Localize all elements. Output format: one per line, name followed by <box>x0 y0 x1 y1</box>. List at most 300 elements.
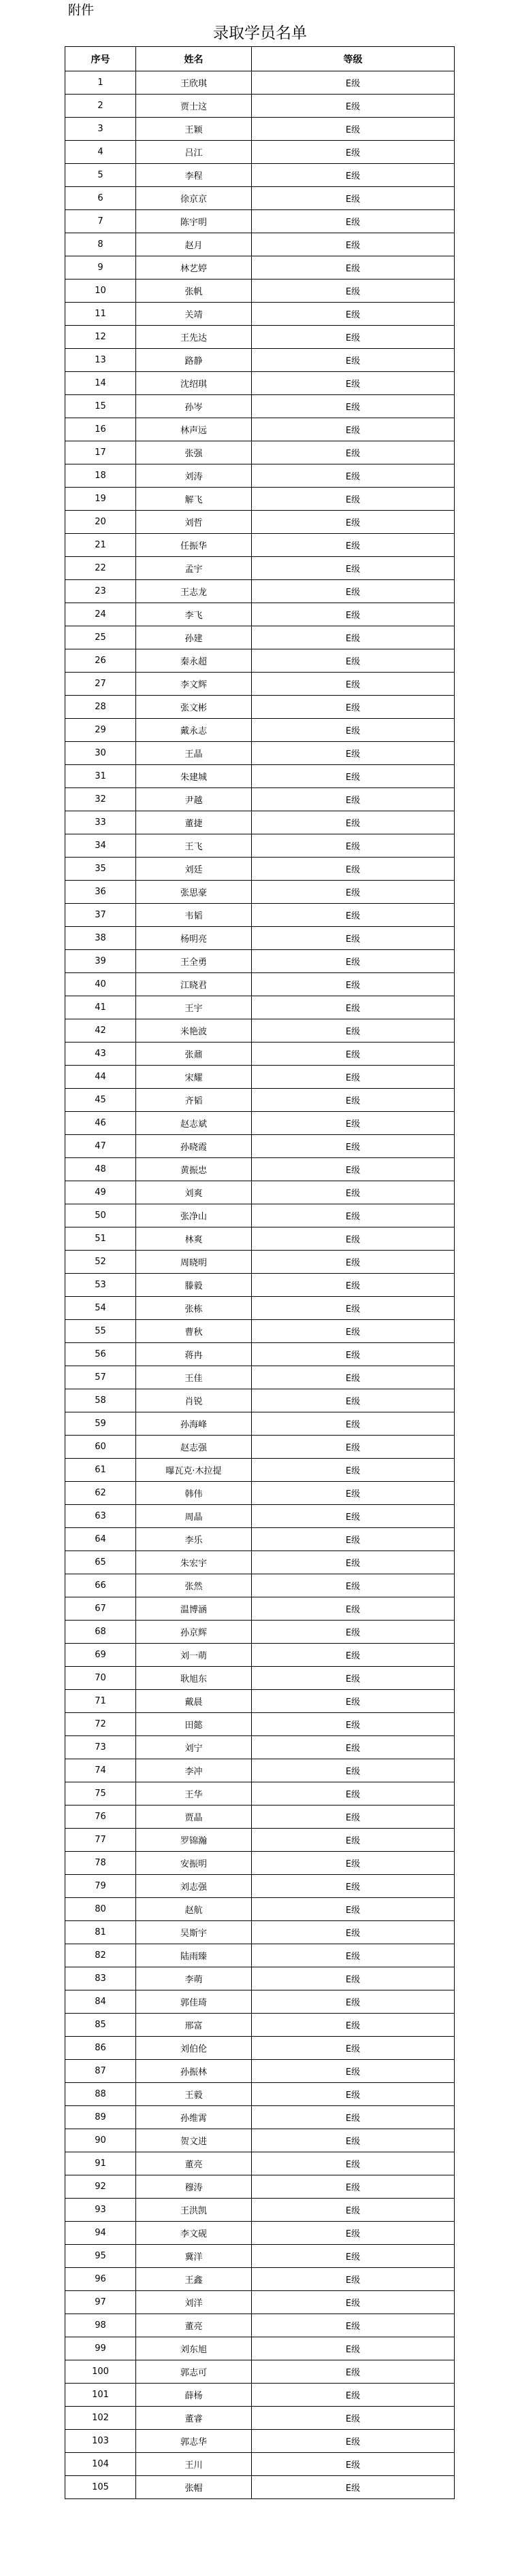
table-row <box>65 233 455 256</box>
table-row <box>65 2152 455 2175</box>
row-index-cell: 51 <box>65 1227 136 1251</box>
row-level-cell: E级 <box>252 2083 455 2106</box>
row-level-cell: E级 <box>252 256 455 279</box>
row-level-cell: E级 <box>252 2453 455 2476</box>
row-index-cell: 77 <box>65 1829 136 1852</box>
row-name-cell: 刘志强 <box>136 1875 252 1898</box>
column-header-level: 等级 <box>252 47 455 71</box>
row-level-cell: E级 <box>252 1366 455 1389</box>
row-name-cell: 王华 <box>136 1782 252 1806</box>
row-name-cell: 孙海峰 <box>136 1412 252 1436</box>
row-index-cell: 24 <box>65 603 136 626</box>
table-row <box>65 1898 455 1921</box>
row-index-cell: 34 <box>65 834 136 858</box>
row-index-cell: 46 <box>65 1112 136 1135</box>
row-index-cell: 56 <box>65 1343 136 1366</box>
row-index-cell: 4 <box>65 141 136 164</box>
row-level-cell: E级 <box>252 233 455 256</box>
row-level-cell: E级 <box>252 2060 455 2083</box>
table-row <box>65 1690 455 1713</box>
table-row <box>65 973 455 996</box>
table-row <box>65 1597 455 1621</box>
row-index-cell: 10 <box>65 279 136 303</box>
row-name-cell: 徐京京 <box>136 187 252 210</box>
row-level-cell: E级 <box>252 2199 455 2222</box>
table-row <box>65 1644 455 1667</box>
row-name-cell: 张帽 <box>136 2476 252 2499</box>
table-row <box>65 1875 455 1898</box>
row-name-cell: 韩伟 <box>136 1482 252 1505</box>
table-row <box>65 95 455 118</box>
row-level-cell: E级 <box>252 1898 455 1921</box>
row-index-cell: 53 <box>65 1274 136 1297</box>
row-level-cell: E级 <box>252 2360 455 2384</box>
row-name-cell: 董捷 <box>136 811 252 834</box>
table-row <box>65 1297 455 1320</box>
row-level-cell: E级 <box>252 2222 455 2245</box>
row-level-cell: E级 <box>252 788 455 811</box>
row-level-cell: E级 <box>252 973 455 996</box>
row-level-cell: E级 <box>252 164 455 187</box>
row-name-cell: 郭志可 <box>136 2360 252 2384</box>
row-name-cell: 王先达 <box>136 326 252 349</box>
row-level-cell: E级 <box>252 187 455 210</box>
row-level-cell: E级 <box>252 1043 455 1066</box>
table-row <box>65 788 455 811</box>
page-title: 录取学员名单 <box>213 24 307 42</box>
row-level-cell: E级 <box>252 2106 455 2129</box>
row-index-cell: 104 <box>65 2453 136 2476</box>
row-level-cell: E级 <box>252 580 455 603</box>
row-name-cell: 周晶 <box>136 1505 252 1528</box>
row-index-cell: 84 <box>65 1990 136 2014</box>
table-row <box>65 1482 455 1505</box>
row-name-cell: 王颖 <box>136 118 252 141</box>
row-level-cell: E级 <box>252 2476 455 2499</box>
table-row <box>65 1066 455 1089</box>
row-level-cell: E级 <box>252 1967 455 1990</box>
row-index-cell: 96 <box>65 2268 136 2291</box>
row-level-cell: E级 <box>252 1505 455 1528</box>
row-level-cell: E级 <box>252 372 455 395</box>
row-level-cell: E级 <box>252 1528 455 1551</box>
row-level-cell: E级 <box>252 1852 455 1875</box>
row-name-cell: 刘哲 <box>136 511 252 534</box>
row-index-cell: 71 <box>65 1690 136 1713</box>
row-index-cell: 99 <box>65 2337 136 2360</box>
row-index-cell: 75 <box>65 1782 136 1806</box>
row-level-cell: E级 <box>252 488 455 511</box>
row-index-cell: 98 <box>65 2314 136 2337</box>
row-name-cell: 李飞 <box>136 603 252 626</box>
column-header-name: 姓名 <box>136 47 252 71</box>
row-level-cell: E级 <box>252 534 455 557</box>
row-name-cell: 孙京辉 <box>136 1621 252 1644</box>
row-level-cell: E级 <box>252 1806 455 1829</box>
row-level-cell: E级 <box>252 71 455 95</box>
row-index-cell: 94 <box>65 2222 136 2245</box>
row-name-cell: 杨明亮 <box>136 927 252 950</box>
row-index-cell: 48 <box>65 1158 136 1181</box>
row-name-cell: 江晓君 <box>136 973 252 996</box>
row-name-cell: 田懿 <box>136 1713 252 1736</box>
table-row <box>65 1158 455 1181</box>
table-row <box>65 2407 455 2430</box>
row-index-cell: 11 <box>65 303 136 326</box>
row-name-cell: 林艺婷 <box>136 256 252 279</box>
row-index-cell: 2 <box>65 95 136 118</box>
roster-table <box>65 46 455 2499</box>
row-index-cell: 88 <box>65 2083 136 2106</box>
row-name-cell: 王全勇 <box>136 950 252 973</box>
row-name-cell: 王宇 <box>136 996 252 1019</box>
table-row <box>65 996 455 1019</box>
row-name-cell: 王志龙 <box>136 580 252 603</box>
row-level-cell: E级 <box>252 2175 455 2199</box>
row-name-cell: 罗锦瀚 <box>136 1829 252 1852</box>
table-row <box>65 210 455 233</box>
row-index-cell: 50 <box>65 1204 136 1227</box>
table-row <box>65 2083 455 2106</box>
row-index-cell: 74 <box>65 1759 136 1782</box>
table-row <box>65 1829 455 1852</box>
row-level-cell: E级 <box>252 1574 455 1597</box>
row-level-cell: E级 <box>252 1019 455 1043</box>
table-row <box>65 2222 455 2245</box>
row-name-cell: 穆涛 <box>136 2175 252 2199</box>
row-index-cell: 36 <box>65 881 136 904</box>
row-name-cell: 安振明 <box>136 1852 252 1875</box>
table-row <box>65 1459 455 1482</box>
row-index-cell: 14 <box>65 372 136 395</box>
row-level-cell: E级 <box>252 1204 455 1227</box>
row-name-cell: 李文砚 <box>136 2222 252 2245</box>
row-name-cell: 张然 <box>136 1574 252 1597</box>
row-index-cell: 28 <box>65 696 136 719</box>
row-index-cell: 73 <box>65 1736 136 1759</box>
row-level-cell: E级 <box>252 1436 455 1459</box>
row-name-cell: 李乐 <box>136 1528 252 1551</box>
row-name-cell: 王晶 <box>136 742 252 765</box>
row-name-cell: 邢富 <box>136 2014 252 2037</box>
table-row <box>65 1274 455 1297</box>
table-row <box>65 1944 455 1967</box>
row-level-cell: E级 <box>252 811 455 834</box>
row-index-cell: 83 <box>65 1967 136 1990</box>
row-index-cell: 15 <box>65 395 136 418</box>
table-row <box>65 1043 455 1066</box>
row-level-cell: E级 <box>252 626 455 649</box>
row-name-cell: 刘廷 <box>136 858 252 881</box>
row-index-cell: 3 <box>65 118 136 141</box>
table-row <box>65 71 455 95</box>
table-row <box>65 1227 455 1251</box>
row-index-cell: 47 <box>65 1135 136 1158</box>
table-row <box>65 1759 455 1782</box>
row-name-cell: 王欣琪 <box>136 71 252 95</box>
row-level-cell: E级 <box>252 2384 455 2407</box>
table-row <box>65 580 455 603</box>
row-name-cell: 张净山 <box>136 1204 252 1227</box>
row-index-cell: 23 <box>65 580 136 603</box>
row-name-cell: 董睿 <box>136 2407 252 2430</box>
row-index-cell: 100 <box>65 2360 136 2384</box>
table-row <box>65 1713 455 1736</box>
row-name-cell: 林爽 <box>136 1227 252 1251</box>
row-index-cell: 103 <box>65 2430 136 2453</box>
row-level-cell: E级 <box>252 557 455 580</box>
table-row <box>65 2291 455 2314</box>
table-row <box>65 2384 455 2407</box>
row-index-cell: 22 <box>65 557 136 580</box>
row-level-cell: E级 <box>252 1297 455 1320</box>
row-index-cell: 70 <box>65 1667 136 1690</box>
row-name-cell: 赵志强 <box>136 1436 252 1459</box>
table-row <box>65 1505 455 1528</box>
row-name-cell: 刘洋 <box>136 2291 252 2314</box>
row-name-cell: 孙建 <box>136 626 252 649</box>
row-level-cell: E级 <box>252 2314 455 2337</box>
row-level-cell: E级 <box>252 141 455 164</box>
table-row <box>65 2199 455 2222</box>
row-name-cell: 米艳波 <box>136 1019 252 1043</box>
row-name-cell: 关靖 <box>136 303 252 326</box>
row-name-cell: 孙维霄 <box>136 2106 252 2129</box>
row-name-cell: 陈宇明 <box>136 210 252 233</box>
table-row <box>65 349 455 372</box>
row-index-cell: 97 <box>65 2291 136 2314</box>
table-row <box>65 1019 455 1043</box>
row-name-cell: 王飞 <box>136 834 252 858</box>
row-index-cell: 62 <box>65 1482 136 1505</box>
row-index-cell: 49 <box>65 1181 136 1204</box>
row-index-cell: 27 <box>65 673 136 696</box>
row-name-cell: 陆雨臻 <box>136 1944 252 1967</box>
row-name-cell: 张帆 <box>136 279 252 303</box>
row-index-cell: 79 <box>65 1875 136 1898</box>
table-row <box>65 256 455 279</box>
row-name-cell: 王鑫 <box>136 2268 252 2291</box>
row-name-cell: 孙晓霞 <box>136 1135 252 1158</box>
table-row <box>65 2014 455 2037</box>
row-level-cell: E级 <box>252 603 455 626</box>
table-row <box>65 1528 455 1551</box>
row-level-cell: E级 <box>252 2268 455 2291</box>
row-index-cell: 18 <box>65 464 136 488</box>
table-row <box>65 1782 455 1806</box>
table-row <box>65 1366 455 1389</box>
row-index-cell: 43 <box>65 1043 136 1066</box>
row-name-cell: 赵志斌 <box>136 1112 252 1135</box>
row-level-cell: E级 <box>252 1181 455 1204</box>
row-name-cell: 贾晶 <box>136 1806 252 1829</box>
table-row <box>65 2106 455 2129</box>
table-row <box>65 534 455 557</box>
row-index-cell: 64 <box>65 1528 136 1551</box>
row-level-cell: E级 <box>252 1551 455 1574</box>
table-row <box>65 279 455 303</box>
row-name-cell: 戴永志 <box>136 719 252 742</box>
table-row <box>65 164 455 187</box>
table-row <box>65 1135 455 1158</box>
row-name-cell: 冀洋 <box>136 2245 252 2268</box>
row-index-cell: 6 <box>65 187 136 210</box>
row-index-cell: 38 <box>65 927 136 950</box>
row-level-cell: E级 <box>252 696 455 719</box>
row-index-cell: 91 <box>65 2152 136 2175</box>
row-name-cell: 张鼐 <box>136 1043 252 1066</box>
row-name-cell: 张思豪 <box>136 881 252 904</box>
row-name-cell: 温博涵 <box>136 1597 252 1621</box>
row-index-cell: 61 <box>65 1459 136 1482</box>
row-name-cell: 董亮 <box>136 2314 252 2337</box>
row-index-cell: 102 <box>65 2407 136 2430</box>
row-level-cell: E级 <box>252 1135 455 1158</box>
row-index-cell: 82 <box>65 1944 136 1967</box>
table-row <box>65 1806 455 1829</box>
row-name-cell: 齐韬 <box>136 1089 252 1112</box>
row-level-cell: E级 <box>252 649 455 673</box>
row-name-cell: 朱建城 <box>136 765 252 788</box>
row-level-cell: E级 <box>252 742 455 765</box>
table-row <box>65 1736 455 1759</box>
table-header-row <box>65 47 455 71</box>
row-index-cell: 33 <box>65 811 136 834</box>
row-index-cell: 19 <box>65 488 136 511</box>
row-index-cell: 16 <box>65 418 136 441</box>
row-name-cell: 孙岑 <box>136 395 252 418</box>
table-row <box>65 950 455 973</box>
row-level-cell: E级 <box>252 441 455 464</box>
table-row <box>65 1921 455 1944</box>
row-level-cell: E级 <box>252 1066 455 1089</box>
table-row <box>65 603 455 626</box>
row-level-cell: E级 <box>252 1667 455 1690</box>
table-row <box>65 2430 455 2453</box>
row-index-cell: 25 <box>65 626 136 649</box>
row-name-cell: 吕江 <box>136 141 252 164</box>
row-level-cell: E级 <box>252 927 455 950</box>
row-index-cell: 7 <box>65 210 136 233</box>
row-level-cell: E级 <box>252 1644 455 1667</box>
row-index-cell: 90 <box>65 2129 136 2152</box>
row-name-cell: 刘涛 <box>136 464 252 488</box>
row-index-cell: 76 <box>65 1806 136 1829</box>
table-row <box>65 1574 455 1597</box>
table-row <box>65 141 455 164</box>
row-name-cell: 路静 <box>136 349 252 372</box>
row-index-cell: 81 <box>65 1921 136 1944</box>
table-row <box>65 511 455 534</box>
table-row <box>65 1112 455 1135</box>
row-index-cell: 89 <box>65 2106 136 2129</box>
row-name-cell: 韦韬 <box>136 904 252 927</box>
row-name-cell: 黄振忠 <box>136 1158 252 1181</box>
table-row <box>65 187 455 210</box>
row-level-cell: E级 <box>252 1990 455 2014</box>
row-level-cell: E级 <box>252 1227 455 1251</box>
table-row <box>65 2314 455 2337</box>
row-index-cell: 1 <box>65 71 136 95</box>
row-index-cell: 29 <box>65 719 136 742</box>
row-name-cell: 刘一萌 <box>136 1644 252 1667</box>
row-level-cell: E级 <box>252 2037 455 2060</box>
table-row <box>65 303 455 326</box>
table-row <box>65 464 455 488</box>
row-name-cell: 李文辉 <box>136 673 252 696</box>
row-name-cell: 孙振林 <box>136 2060 252 2083</box>
row-name-cell: 耿旭东 <box>136 1667 252 1690</box>
table-row <box>65 2268 455 2291</box>
row-index-cell: 40 <box>65 973 136 996</box>
table-row <box>65 2245 455 2268</box>
row-name-cell: 刘宁 <box>136 1736 252 1759</box>
row-name-cell: 肖锐 <box>136 1389 252 1412</box>
row-index-cell: 32 <box>65 788 136 811</box>
row-level-cell: E级 <box>252 2430 455 2453</box>
row-index-cell: 65 <box>65 1551 136 1574</box>
row-name-cell: 王洪凯 <box>136 2199 252 2222</box>
table-row <box>65 2453 455 2476</box>
row-name-cell: 林声远 <box>136 418 252 441</box>
row-index-cell: 42 <box>65 1019 136 1043</box>
table-row <box>65 765 455 788</box>
table-row <box>65 1204 455 1227</box>
row-index-cell: 13 <box>65 349 136 372</box>
row-name-cell: 吴斯宇 <box>136 1921 252 1944</box>
row-level-cell: E级 <box>252 464 455 488</box>
row-level-cell: E级 <box>252 2291 455 2314</box>
row-level-cell: E级 <box>252 904 455 927</box>
row-level-cell: E级 <box>252 1274 455 1297</box>
table-row <box>65 2060 455 2083</box>
row-index-cell: 31 <box>65 765 136 788</box>
row-level-cell: E级 <box>252 858 455 881</box>
row-index-cell: 101 <box>65 2384 136 2407</box>
row-name-cell: 宋耀 <box>136 1066 252 1089</box>
row-name-cell: 沈绍琪 <box>136 372 252 395</box>
row-name-cell: 郭志华 <box>136 2430 252 2453</box>
row-index-cell: 85 <box>65 2014 136 2037</box>
table-row <box>65 673 455 696</box>
table-row <box>65 1551 455 1574</box>
row-index-cell: 60 <box>65 1436 136 1459</box>
row-level-cell: E级 <box>252 1482 455 1505</box>
row-name-cell: 赵航 <box>136 1898 252 1921</box>
row-index-cell: 35 <box>65 858 136 881</box>
row-index-cell: 80 <box>65 1898 136 1921</box>
row-index-cell: 68 <box>65 1621 136 1644</box>
row-name-cell: 贺文进 <box>136 2129 252 2152</box>
row-name-cell: 李冲 <box>136 1759 252 1782</box>
table-row <box>65 881 455 904</box>
table-row <box>65 742 455 765</box>
table-row <box>65 1389 455 1412</box>
row-level-cell: E级 <box>252 279 455 303</box>
row-level-cell: E级 <box>252 303 455 326</box>
row-level-cell: E级 <box>252 118 455 141</box>
row-name-cell: 尹越 <box>136 788 252 811</box>
row-name-cell: 曝瓦克·木拉提 <box>136 1459 252 1482</box>
row-name-cell: 张栋 <box>136 1297 252 1320</box>
row-index-cell: 20 <box>65 511 136 534</box>
row-index-cell: 52 <box>65 1251 136 1274</box>
row-level-cell: E级 <box>252 1459 455 1482</box>
row-level-cell: E级 <box>252 2337 455 2360</box>
row-name-cell: 王毅 <box>136 2083 252 2106</box>
row-index-cell: 86 <box>65 2037 136 2060</box>
row-name-cell: 戴晨 <box>136 1690 252 1713</box>
